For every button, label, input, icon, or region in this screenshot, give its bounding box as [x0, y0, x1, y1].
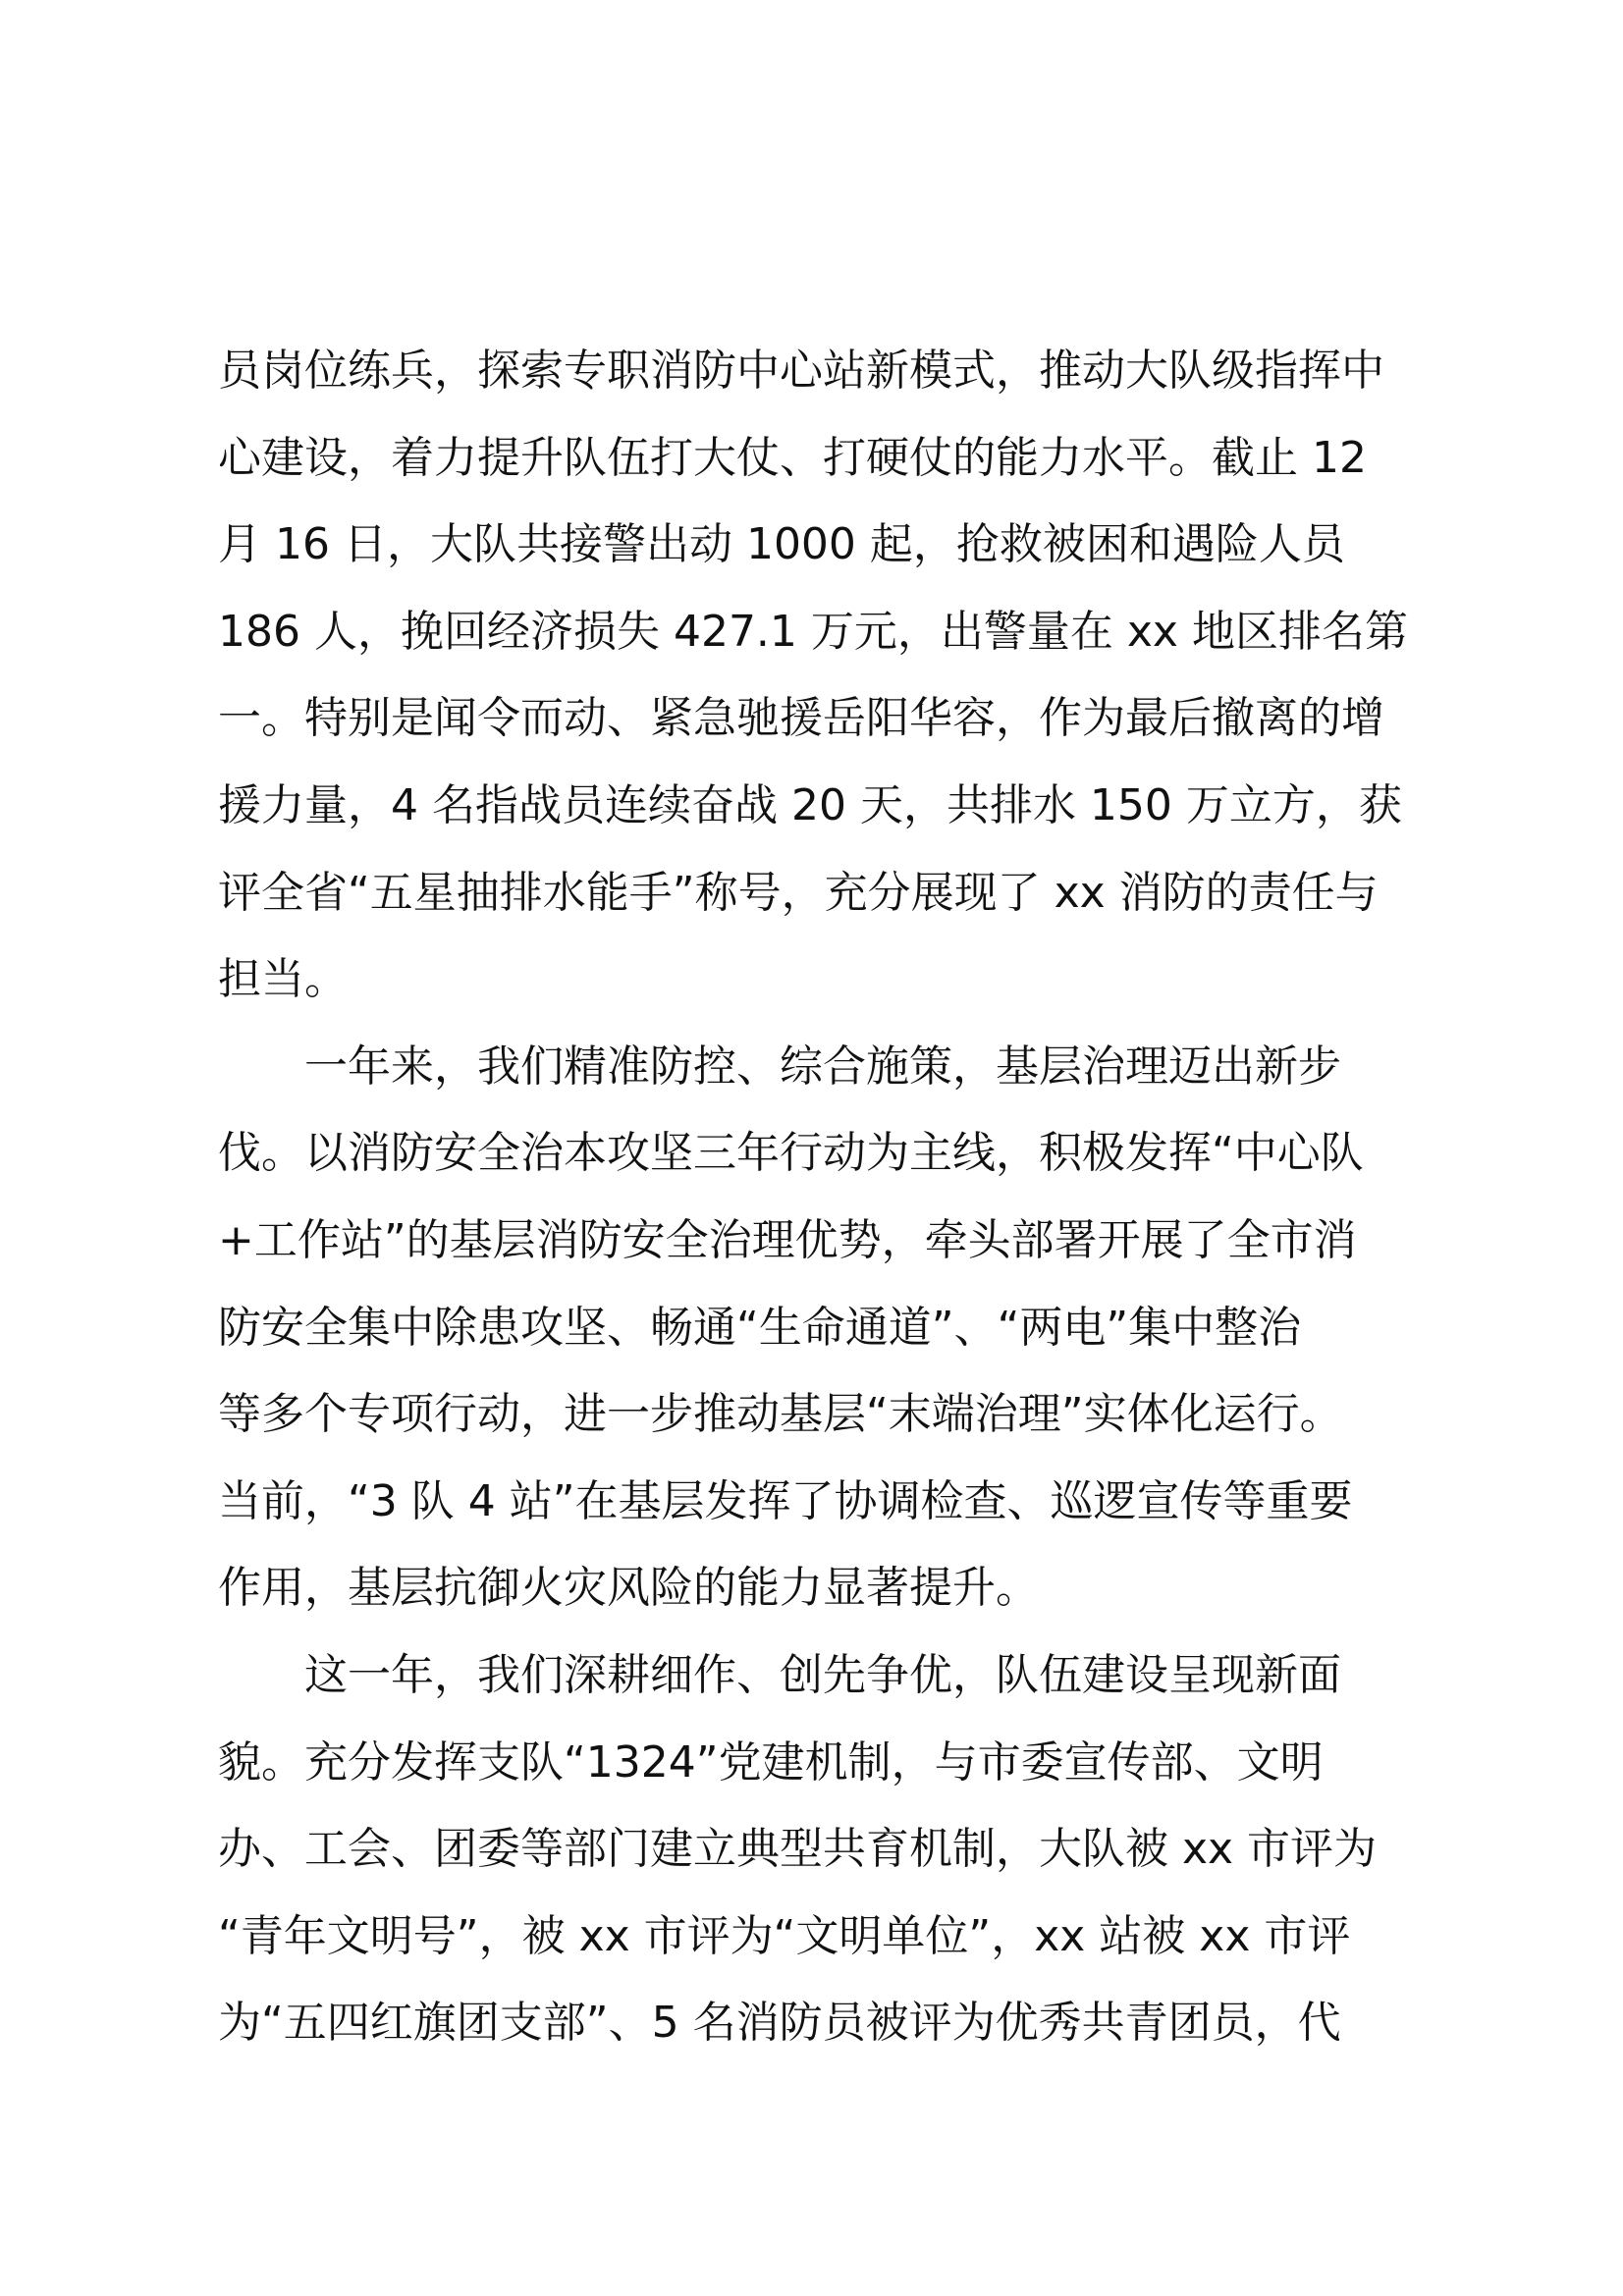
text-line: 作用，基层抗御火灾风险的能力显著提升。	[218, 1563, 1039, 1614]
text-line: 防安全集中除患攻坚、畅通“生命通道”、“两电”集中整治	[218, 1302, 1302, 1353]
text-line: 186 人，挽回经济损失 427.1 万元，出警量在 xx 地区排名第	[218, 606, 1408, 657]
text-line: 月 16 日，大队共接警出动 1000 起，抢救被困和遇险人员	[218, 519, 1345, 570]
paragraph-start-line: 一年来，我们精准防控、综合施策，基层治理迈出新步	[304, 1041, 1341, 1092]
text-line: 等多个专项行动，进一步推动基层“末端治理”实体化运行。	[218, 1389, 1343, 1440]
text-line: +工作站”的基层消防安全治理优势，牵头部署开展了全市消	[218, 1214, 1357, 1265]
text-line: “青年文明号”，被 xx 市评为“文明单位”，xx 站被 xx 市评	[218, 1910, 1351, 1961]
text-line: 员岗位练兵，探索专职消防中心站新模式，推动大队级指挥中	[218, 346, 1384, 396]
text-line: 一。特别是闻令而动、紧急驰援岳阳华容，作为最后撤离的增	[218, 693, 1384, 744]
text-line: 援力量，4 名指战员连续奋战 20 天，共排水 150 万立方，获	[218, 779, 1402, 830]
text-line: 伐。以消防安全治本攻坚三年行动为主线，积极发挥“中心队	[218, 1128, 1364, 1179]
text-line: 办、工会、团委等部门建立典型共育机制，大队被 xx 市评为	[218, 1824, 1378, 1875]
text-line: 当前，“3 队 4 站”在基层发挥了协调检查、巡逻宣传等重要	[218, 1475, 1353, 1526]
text-line: 评全省“五星抽排水能手”称号，充分展现了 xx 消防的责任与	[218, 867, 1379, 918]
text-line: 为“五四红旗团支部”、5 名消防员被评为优秀共青团员，代	[218, 1998, 1341, 2049]
text-line: 担当。	[218, 954, 348, 1005]
paragraph-start-line: 这一年，我们深耕细作、创先争优，队伍建设呈现新面	[304, 1649, 1341, 1700]
document-body	[218, 328, 1435, 2067]
text-line: 心建设，着力提升队伍打大仗、打硬仗的能力水平。截止 12	[218, 432, 1367, 483]
text-line: 貌。充分发挥支队“1324”党建机制，与市委宣传部、文明	[218, 1736, 1324, 1788]
